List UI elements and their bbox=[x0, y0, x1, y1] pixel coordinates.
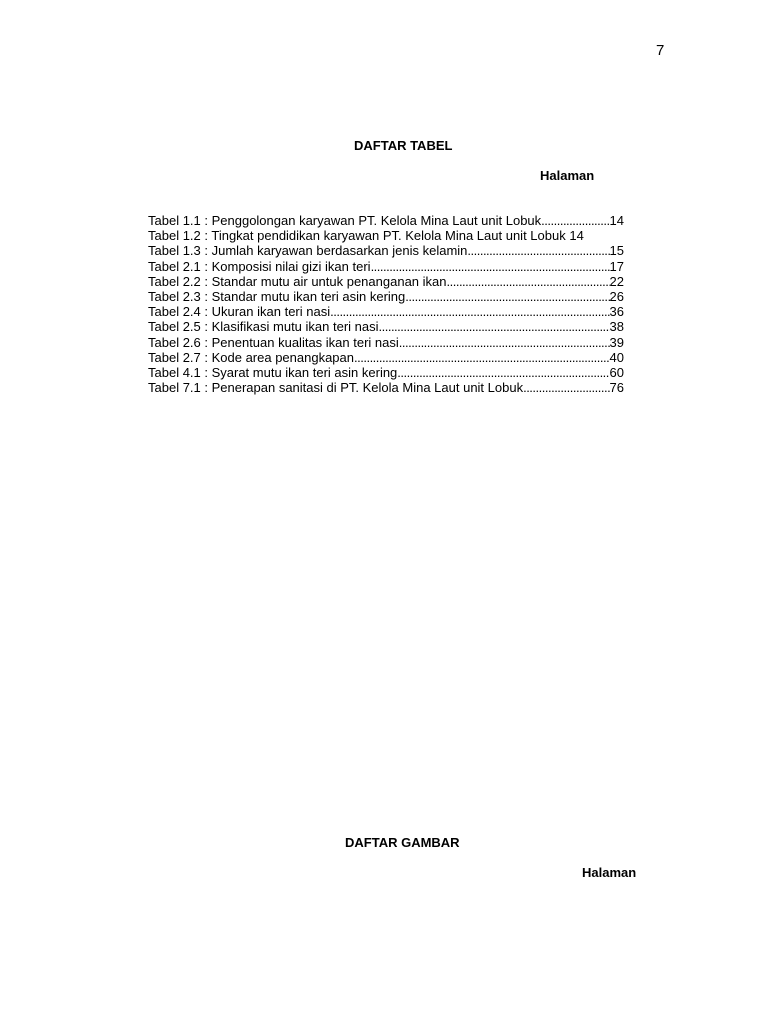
toc-entry bbox=[148, 243, 624, 258]
toc-entry-page: 76 bbox=[609, 380, 624, 396]
toc-entry-label: Tabel 1.2 : Tingkat pendidikan karyawan PT. Kelola Mina Laut unit Lobuk bbox=[148, 228, 566, 244]
toc-dot-leader bbox=[447, 274, 610, 289]
toc-entry bbox=[148, 335, 624, 350]
toc-entry-page: 14 bbox=[609, 213, 624, 228]
toc-dot-leader bbox=[523, 380, 609, 395]
toc-entry bbox=[148, 380, 624, 395]
toc-entry-label: Tabel 7.1 : Penerapan sanitasi di PT. Kelola Mina Laut unit Lobuk bbox=[148, 380, 524, 396]
toc-dot-leader bbox=[541, 213, 609, 228]
toc-entry-page: 38 bbox=[609, 319, 624, 335]
toc-entry bbox=[148, 319, 624, 334]
toc-entry bbox=[148, 350, 624, 365]
toc-dot-leader bbox=[397, 365, 609, 380]
toc-dot-leader bbox=[467, 243, 609, 258]
toc-entry-page: 60 bbox=[609, 365, 624, 381]
toc-entry bbox=[148, 304, 624, 319]
daftar-tabel-halaman-label: Halaman bbox=[540, 168, 595, 183]
toc-entry bbox=[148, 274, 624, 289]
toc-entry-page: 17 bbox=[609, 258, 624, 274]
toc-entry-label: Tabel 2.5 : Klasifikasi mutu ikan teri nasi bbox=[148, 319, 379, 335]
toc-entry-label: Tabel 2.7 : Kode area penangkapan bbox=[148, 349, 355, 365]
toc-entry-label: Tabel 4.1 : Syarat mutu ikan teri asin kering bbox=[148, 365, 398, 381]
toc-entry-page: 22 bbox=[609, 273, 624, 289]
toc-entry bbox=[148, 259, 624, 274]
page-number: 7 bbox=[656, 42, 665, 59]
toc-dot-leader bbox=[371, 259, 610, 274]
toc-entry-label: Tabel 1.3 : Jumlah karyawan berdasarkan jenis kelamin bbox=[148, 243, 468, 259]
daftar-tabel-heading: DAFTAR TABEL bbox=[354, 138, 453, 153]
toc-entry-label: Tabel 2.2 : Standar mutu air untuk penanganan ikan bbox=[148, 273, 447, 289]
toc-entry-page: 26 bbox=[609, 289, 624, 305]
toc-dot-leader bbox=[330, 304, 609, 319]
toc-dot-leader bbox=[379, 319, 610, 334]
toc-entry-page: 14 bbox=[569, 228, 584, 244]
toc-entry-page: 39 bbox=[609, 334, 624, 350]
toc-entry bbox=[148, 289, 624, 304]
toc-dot-leader bbox=[405, 289, 609, 304]
daftar-gambar-heading: DAFTAR GAMBAR bbox=[345, 835, 460, 850]
daftar-tabel-list bbox=[148, 213, 624, 395]
toc-entry-label: Tabel 2.3 : Standar mutu ikan teri asin kering bbox=[148, 289, 406, 305]
toc-dot-leader bbox=[399, 335, 610, 350]
toc-entry-page: 40 bbox=[609, 349, 624, 365]
toc-entry-label: Tabel 2.6 : Penentuan kualitas ikan teri nasi bbox=[148, 334, 399, 350]
toc-entry bbox=[148, 213, 624, 228]
toc-entry-label: Tabel 2.4 : Ukuran ikan teri nasi bbox=[148, 304, 331, 320]
toc-entry-page: 15 bbox=[609, 243, 624, 259]
daftar-gambar-halaman-label: Halaman bbox=[582, 865, 637, 880]
toc-entry-label: Tabel 1.1 : Penggolongan karyawan PT. Kelola Mina Laut unit Lobuk bbox=[148, 213, 542, 228]
toc-dot-leader bbox=[354, 350, 610, 365]
toc-entry bbox=[148, 365, 624, 380]
toc-entry bbox=[148, 228, 624, 243]
toc-entry-label: Tabel 2.1 : Komposisi nilai gizi ikan teri bbox=[148, 258, 371, 274]
toc-entry-page: 36 bbox=[609, 304, 624, 320]
